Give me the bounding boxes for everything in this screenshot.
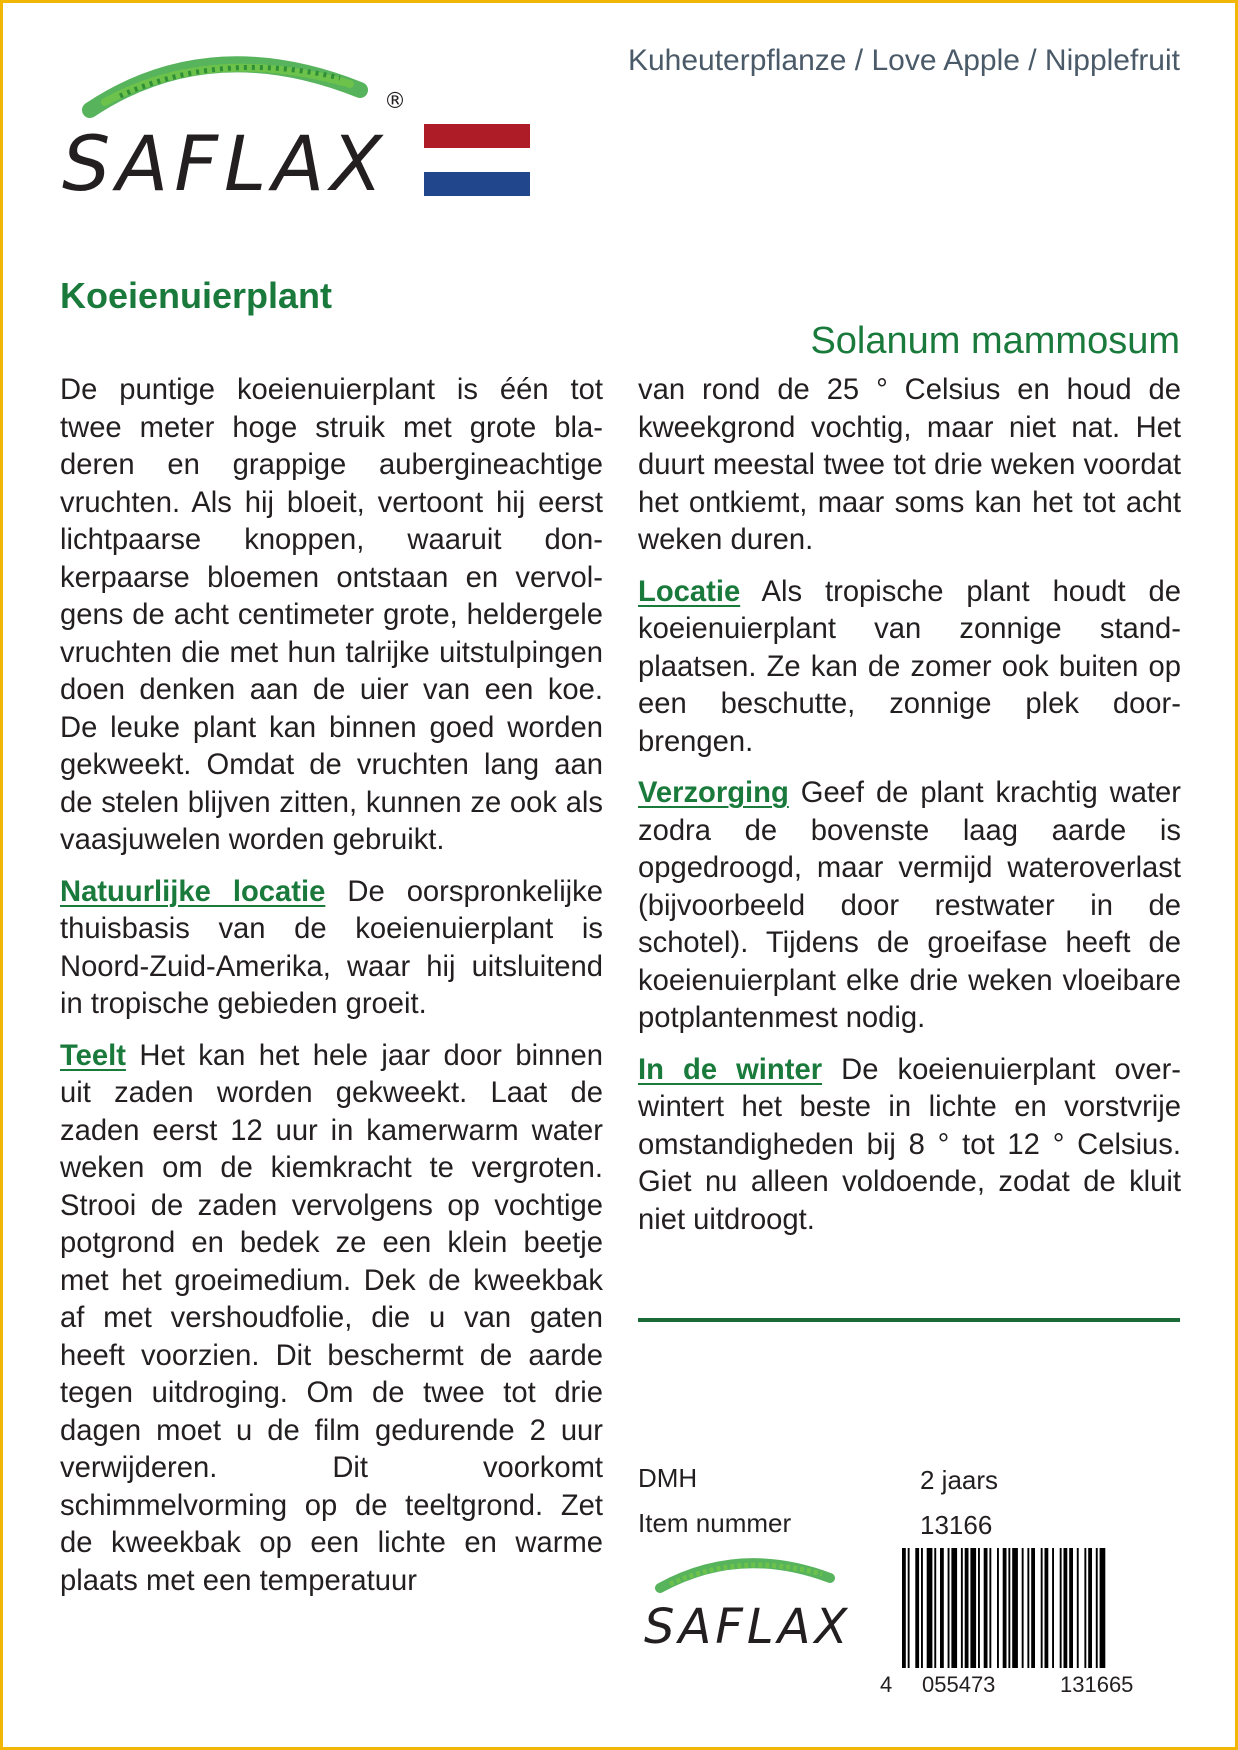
barcode-bar <box>984 1548 988 1668</box>
divider-rule <box>638 1318 1180 1322</box>
brand-wordmark-small: SAFLAX <box>644 1599 852 1655</box>
locatie-text: Als tropische plant houdt de koeienuierplant van zonnige standplaatsen. Ze kan de zomer ook buiten op een beschutte, zonnige plek doorbrengen. <box>638 575 1182 758</box>
barcode-bar <box>1077 1548 1079 1668</box>
natural-location-paragraph <box>60 874 603 1024</box>
saflax-logo-small <box>640 1548 860 1658</box>
barcode-bar <box>951 1548 957 1668</box>
barcode-bar <box>1022 1548 1024 1668</box>
right-column <box>638 372 1181 1253</box>
flag-blue-stripe <box>424 172 530 196</box>
winter-paragraph <box>638 1052 1181 1240</box>
barcode-bars <box>902 1548 1105 1668</box>
barcode-bar <box>1100 1548 1106 1668</box>
barcode-bar <box>940 1548 944 1668</box>
barcode-bar <box>978 1548 980 1668</box>
latin-name: Solanum mammosum <box>810 320 1180 362</box>
locatie-heading: Locatie <box>638 575 741 608</box>
grass-arc-icon <box>90 64 360 110</box>
natural-location-heading: Natuurlijke locatie <box>60 875 326 908</box>
locatie-paragraph <box>638 574 1181 762</box>
barcode-bar <box>961 1548 963 1668</box>
barcode-bar <box>915 1548 919 1668</box>
barcode-bar <box>1041 1548 1043 1668</box>
grass-arc-icon <box>660 1563 830 1588</box>
barcode-bar <box>1012 1548 1018 1668</box>
teelt-paragraph <box>60 1038 603 1601</box>
verzorging-text: Geef de plant krachtig water zodra de bovenste laag aarde is opgedroogd, maar vermijd wateroverlast (bijvoorbeeld door restwater in de schotel). Tijdens de groeifase heeft de koeienuierplant elke drie weken vloeibare potplantenmest nodig. <box>638 777 1182 1034</box>
barcode-bar <box>965 1548 969 1668</box>
winter-heading: In de winter <box>638 1053 823 1086</box>
barcode-bar <box>997 1548 999 1668</box>
dmh-label: DMH <box>638 1463 698 1493</box>
dmh-value: 2 jaars <box>920 1465 999 1495</box>
winter-text: De koeienuierplant overwintert het beste in lichte en vorstvrije omstandigheden bij 8 ° tot 12 ° Celsius. Giet nu alleen voldoende, zodat de kluit niet uitdroogt. <box>638 1053 1182 1236</box>
product-title: Koeienuierplant <box>60 275 333 316</box>
barcode-bar <box>989 1548 991 1668</box>
barcode-bar <box>1069 1548 1073 1668</box>
teelt-continued: van rond de 25 ° Celsius en houd de kweekgrond vochtig, maar niet nat. Het duurt meestal twee tot drie weken voordat het ontkiemt, maar soms kan het tot acht weken duren. <box>638 374 1181 556</box>
barcode-left-group: 055473 <box>922 1672 996 1697</box>
barcode-bar <box>1096 1548 1098 1668</box>
saflax-logo <box>60 40 420 210</box>
barcode-bar <box>1008 1548 1010 1668</box>
barcode-bar <box>908 1548 910 1668</box>
barcode-bar <box>1084 1548 1086 1668</box>
barcode-bar <box>902 1548 906 1668</box>
barcode-right-group: 131665 <box>1060 1672 1134 1697</box>
common-names: Kuheuterpflanze / Love Apple / Nipplefruit <box>627 44 1180 77</box>
barcode-bar <box>1031 1548 1035 1668</box>
barcode-bar <box>1060 1548 1062 1668</box>
brand-wordmark: SAFLAX <box>62 119 389 208</box>
barcode <box>880 1548 1180 1698</box>
left-column <box>60 372 603 1614</box>
item-number-value: 13166 <box>920 1510 993 1540</box>
natural-location-text: De oorspronkelijke thuisbasis van de koeienuierplant is Noord-Zuid-Amerika, waar hij uitsluitend in tropische gebieden groeit. <box>60 875 603 1020</box>
barcode-bar <box>927 1548 933 1668</box>
teelt-text: Het kan het hele jaar door binnen uit zaden worden gekweekt. Laat de zaden eerst 12 uur in kamerwarm water weken om de kiemkracht te vergroten. Strooi de zaden vervolgens op vochtige potgrond en bedek ze een klein beetje met het groeimedium. Dek de kweekbak af met vershoudfolie, die u van gaten heeft voorzien. Dit beschermt de aarde tegen uitdroging. Om de twee tot drie dagen moet u de film gedurende 2 uur verwijderen. Dit voorkomt schimmelvorming op de teeltgrond. Zet de kweekbak op een lichte en warme plaats met een temperatuur <box>60 1039 603 1597</box>
barcode-bar <box>948 1548 950 1668</box>
teelt-heading: Teelt <box>60 1039 126 1072</box>
barcode-bar <box>1064 1548 1068 1668</box>
barcode-bar <box>921 1548 923 1668</box>
flag-white-stripe <box>424 148 530 172</box>
barcode-bar <box>1045 1548 1049 1668</box>
registered-mark: ® <box>384 89 406 114</box>
barcode-bar <box>934 1548 936 1668</box>
barcode-first-digit: 4 <box>880 1672 893 1697</box>
intro-paragraph: De puntige koeienuierplant is één tot twee meter hoge struik met grote bladeren en grappige aubergineachtige vruchten. Als hij bloeit, vertoont hij eerst lichtpaarse knoppen, waaruit donkerpaarse bloemen ontstaan en vervolgens de acht centimeter grote, heldergele vruchten die met hun talrijke uitstulpingen doen denken aan de uier van een koe. De leuke plant kan binnen goed worden gekweekt. Omdat de vruchten lang aan de stelen blijven zitten, kunnen ze ook als vaasjuwelen worden gebruikt. <box>60 374 603 856</box>
barcode-bar <box>1052 1548 1054 1668</box>
verzorging-heading: Verzorging <box>638 777 789 809</box>
barcode-bar <box>1088 1548 1092 1668</box>
barcode-bar <box>970 1548 976 1668</box>
item-number-label: Item nummer <box>638 1508 792 1538</box>
flag-red-stripe <box>424 124 530 148</box>
barcode-bar <box>1003 1548 1007 1668</box>
barcode-bar <box>1027 1548 1029 1668</box>
verzorging-paragraph <box>638 775 1181 1038</box>
dutch-flag-icon <box>424 124 530 196</box>
